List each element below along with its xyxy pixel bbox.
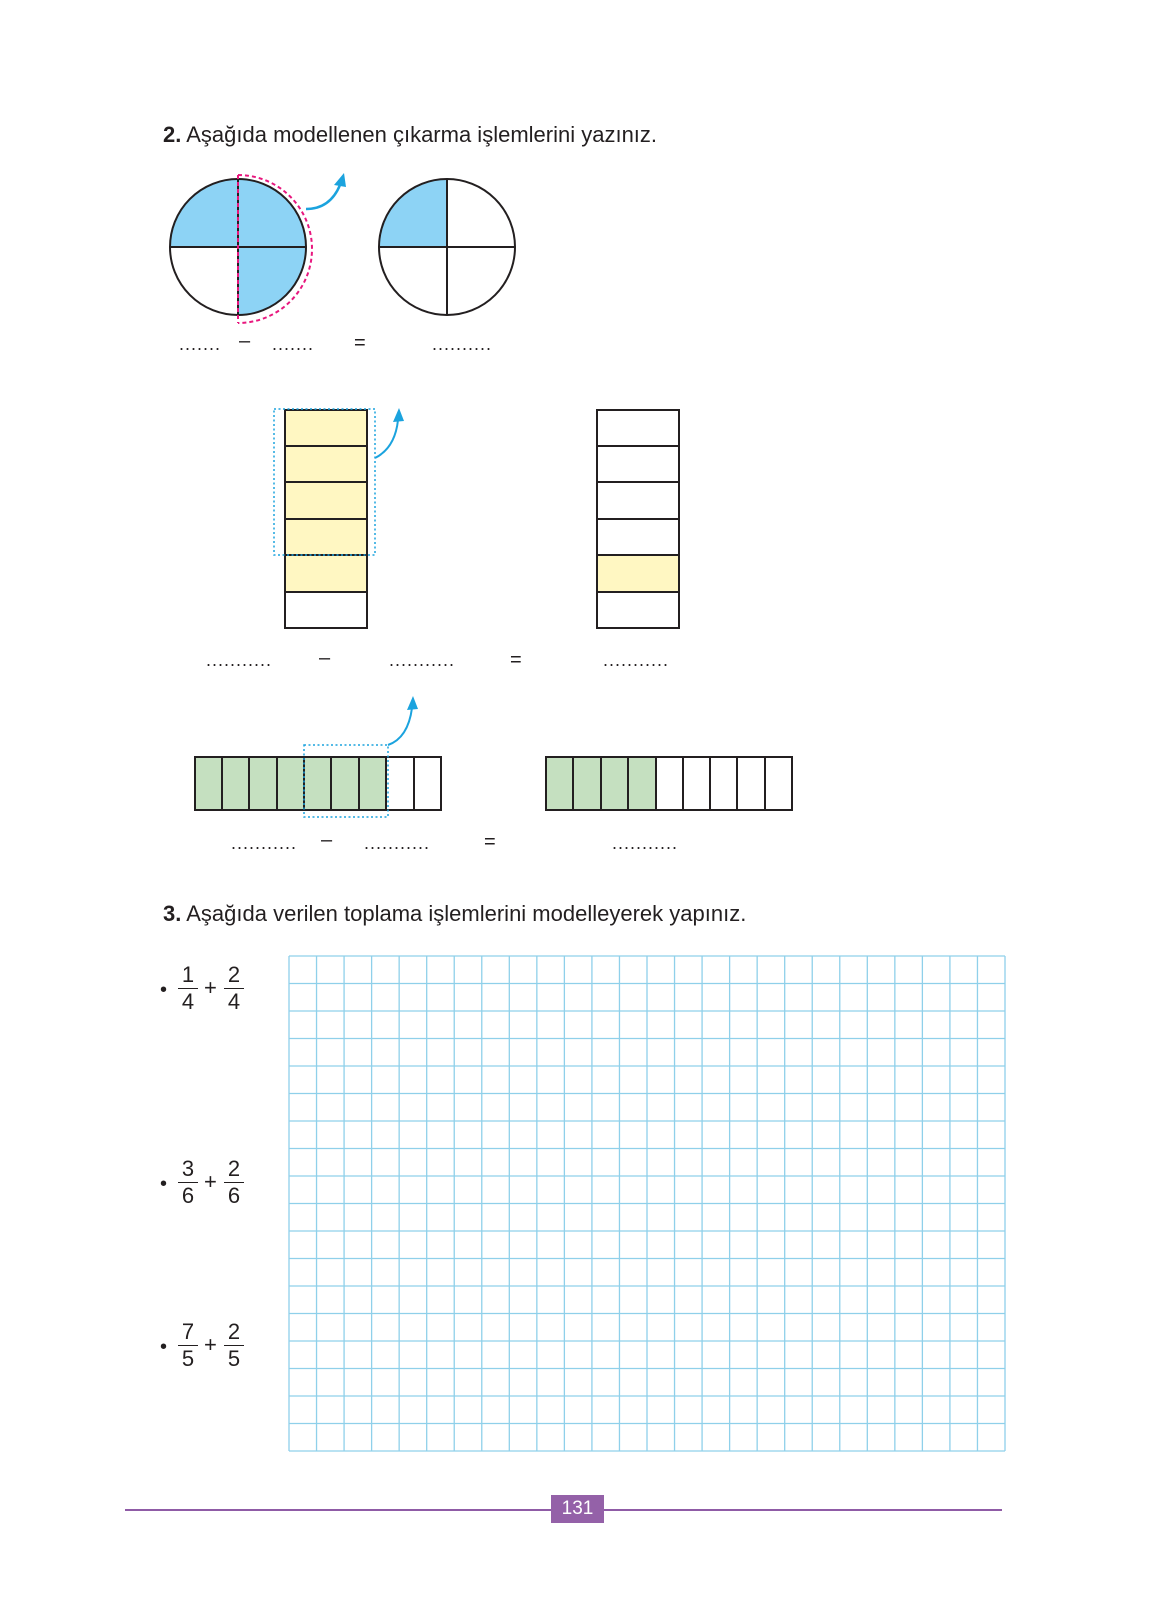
grid-paper[interactable] (288, 955, 1006, 1452)
row2-blank-result: ........... (603, 650, 670, 670)
question-3-number: 3. (163, 901, 182, 926)
row3-minus-sign: – (321, 829, 333, 851)
row1-minus-sign: – (239, 330, 251, 352)
fraction-2: 2 5 (223, 1320, 245, 1371)
fraction-2: 2 6 (223, 1157, 245, 1208)
row1-blank-subtrahend: ....... (272, 334, 315, 354)
bullet: • (160, 1336, 168, 1358)
sum-item-2 (160, 1151, 270, 1221)
arrow-icon (375, 420, 398, 458)
bullet: • (160, 1173, 168, 1195)
bar-model-right (546, 757, 792, 810)
strip-models (265, 400, 695, 635)
sum-item-3 (160, 1314, 270, 1384)
row1-blank-result: .......... (432, 334, 493, 354)
plus-sign: + (204, 1169, 217, 1194)
row3-equals-sign: = (484, 831, 496, 853)
question-2-title (163, 122, 657, 148)
plus-sign: + (204, 1332, 217, 1357)
row1-blank-minuend: ....... (179, 334, 222, 354)
row3-blank-minuend: ........... (231, 833, 298, 853)
fraction-1: 3 6 (177, 1157, 199, 1208)
row3-blank-result: ........... (612, 833, 679, 853)
row2-blank-subtrahend: ........... (389, 650, 456, 670)
question-3-title (163, 901, 746, 927)
bullet: • (160, 979, 168, 1001)
question-3-text: Aşağıda verilen toplama işlemlerini modelleyerek yapınız. (181, 901, 747, 926)
strip-model-right (597, 410, 679, 628)
row2-blank-minuend: ........... (206, 650, 273, 670)
circle-model-right (379, 179, 515, 315)
sum-item-1 (160, 957, 270, 1027)
bar-models (190, 690, 800, 820)
strip-model-left (274, 408, 404, 628)
circle-models (160, 165, 530, 335)
plus-sign: + (204, 975, 217, 1000)
row2-equals-sign: = (510, 649, 522, 671)
fraction-2: 2 4 (223, 963, 245, 1014)
fraction-1: 1 4 (177, 963, 199, 1014)
arrow-icon (306, 185, 340, 209)
question-2-number: 2. (163, 122, 182, 147)
question-2-text: Aşağıda modellenen çıkarma işlemlerini yazınız. (181, 122, 658, 147)
row3-blank-subtrahend: ........... (364, 833, 431, 853)
arrow-icon (388, 708, 412, 745)
fraction-1: 7 5 (177, 1320, 199, 1371)
row1-equals-sign: = (354, 332, 366, 354)
page-number: 131 (551, 1495, 604, 1523)
circle-model-left (170, 173, 346, 323)
footer-line-right (604, 1509, 1002, 1511)
row2-minus-sign: – (319, 647, 331, 669)
footer-line-left (125, 1509, 551, 1511)
bar-model-left (195, 696, 441, 817)
